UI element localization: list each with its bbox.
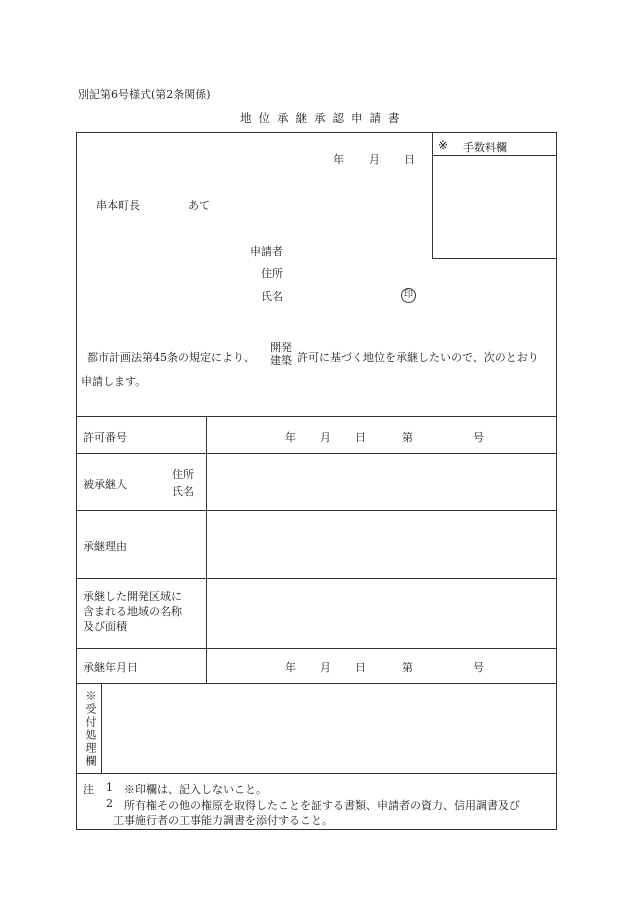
date-year: 年 (333, 153, 344, 166)
permit-dai: 第 (402, 431, 413, 444)
rule-area (76, 648, 557, 649)
succession-go: 号 (473, 661, 484, 674)
area-label-line2: 含まれる地域の名称 (83, 605, 182, 618)
form-title: 地位承継承認申請書 (240, 111, 407, 125)
rule-permit (76, 453, 557, 454)
statement-line2: 申請します。 (81, 375, 147, 388)
rule-reception-label (101, 683, 102, 773)
area-label-line1: 承継した開発区域に (83, 590, 182, 603)
fee-mark: ※ (438, 138, 449, 152)
option-development: 開発 (270, 341, 292, 354)
addressee-suffix: あて (188, 199, 210, 212)
predecessor-name-label: 氏名 (172, 485, 194, 498)
succession-date-label: 承継年月日 (83, 661, 138, 674)
permit-day: 日 (355, 431, 366, 444)
permit-number-label: 許可番号 (83, 431, 127, 444)
notes-prefix: 注 (83, 783, 94, 796)
area-label (83, 589, 182, 634)
date-month: 月 (369, 153, 380, 166)
rule-fee-header (432, 155, 557, 156)
addressee-name: 串本町長 (96, 199, 140, 212)
succession-day: 日 (355, 661, 366, 674)
form-code: 別記第6号様式(第2条関係) (78, 88, 211, 101)
date-day: 日 (404, 153, 415, 166)
rule-date (76, 683, 557, 684)
statement-after: 許可に基づく地位を承継したいので、次のとおり (297, 351, 539, 364)
rule-top-section (76, 416, 557, 417)
succession-dai: 第 (402, 661, 413, 674)
fee-label: 手数料欄 (463, 141, 507, 154)
succession-year: 年 (285, 661, 296, 674)
note2-line2: 工事施行者の工事能力調書を添付すること。 (113, 814, 333, 827)
reason-label: 承継理由 (83, 540, 127, 553)
note2-number: 2 (106, 797, 113, 810)
statement-before: 都市計画法第45条の規定により、 (87, 351, 255, 364)
rule-reason (76, 578, 557, 579)
statement-options (266, 341, 296, 367)
rule-predecessor (76, 510, 557, 511)
applicant-address-label: 住所 (261, 267, 283, 280)
permit-year: 年 (285, 431, 296, 444)
predecessor-label: 被承継人 (83, 478, 127, 491)
predecessor-address-label: 住所 (172, 468, 194, 481)
note1-number: 1 (106, 781, 113, 794)
seal-mark: 印 (401, 288, 416, 303)
option-building: 建築 (270, 354, 292, 367)
succession-month: 月 (320, 661, 331, 674)
permit-month: 月 (320, 431, 331, 444)
area-label-line3: 及び面積 (83, 620, 127, 633)
note2-line1: 所有権その他の権原を取得したことを証する書類、申請者の資力、信用調書及び (124, 799, 520, 812)
permit-go: 号 (473, 431, 484, 444)
applicant-name-label: 氏名 (261, 290, 283, 303)
rule-label-column (206, 416, 207, 683)
applicant-label: 申請者 (250, 245, 283, 258)
rule-reception (76, 773, 557, 774)
reception-label: ※受付処理欄 (84, 690, 97, 768)
note1-text: ※印欄は、記入しないこと。 (124, 783, 267, 796)
